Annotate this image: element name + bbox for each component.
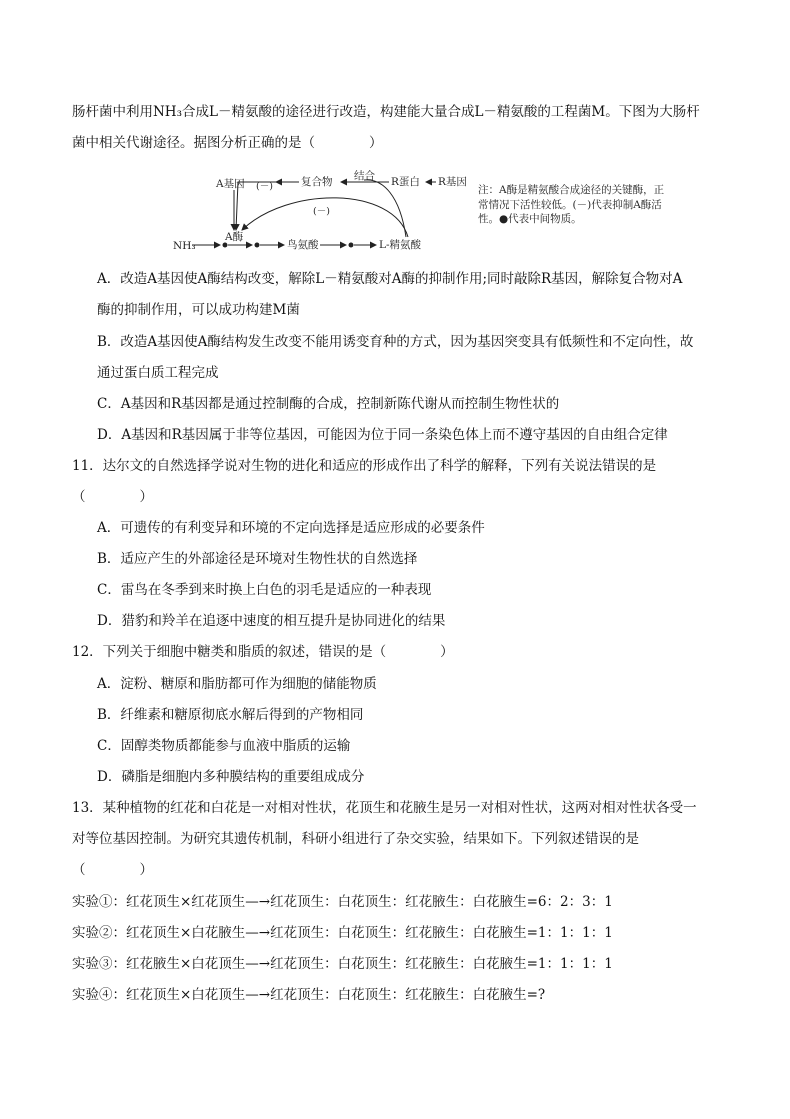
metabolic-pathway-diagram: [168, 166, 668, 261]
q10-stem-line1: 肠杆菌中利用NH₃合成L－精氨酸的途径进行改造，构建能大量合成L－精氨酸的工程菌M。下图为大肠杆: [72, 104, 700, 120]
q12-stem: 12．下列关于细胞中糖类和脂质的叙述，错误的是（ ）: [72, 644, 454, 660]
q11-stem: 11．达尔文的自然选择学说对生物的进化和适应的形成作出了科学的解释，下列有关说法错误的是: [72, 458, 657, 474]
nh3-label: NH₃: [173, 240, 196, 252]
q10-option-b-line1: B．改造A基因使A酶结构发生改变不能用诱变育种的方式，因为基因突变具有低频性和不定向性，故: [97, 334, 694, 350]
q10-option-a-line2: 酶的抑制作用，可以成功构建M菌: [97, 302, 300, 318]
diagram-note: 注：A酶是精氨酸合成途径的关键酶，正常情况下活性较低。(－)代表抑制A酶活性。●代表中间物质。: [478, 184, 665, 225]
inhibit-small-label: (－): [256, 181, 273, 192]
q13-stem-line2: 对等位基因控制。为研究其遗传机制，科研小组进行了杂交实验，结果如下。下列叙述错误的是: [72, 831, 639, 847]
q12-option-b: B．纤维素和糖原彻底水解后得到的产物相同: [97, 707, 364, 723]
q13-experiment-1: 实验①：红花顶生×红花顶生—→红花顶生：白花顶生：红花腋生：白花腋生=6：2：3：1: [72, 894, 613, 910]
q13-stem-line1: 13．某种植物的红花和白花是一对相对性状，花顶生和花腋生是另一对相对性状，这两对相对性状各受一: [72, 800, 697, 816]
q11-option-a: A．可遗传的有利变异和环境的不定向选择是适应形成的必要条件: [97, 520, 485, 536]
ornithine-label: 鸟氨酸: [287, 239, 319, 251]
q11-option-d: D．猎豹和羚羊在追逐中速度的相互提升是协同进化的结果: [97, 613, 446, 629]
a-enzyme-label: A酶: [225, 231, 244, 243]
pathway-svg: [168, 166, 478, 261]
complex-label: 复合物: [301, 176, 333, 188]
q13-experiment-3: 实验③：红花腋生×白花顶生—→红花顶生：白花顶生：红花腋生：白花腋生=1：1：1：1: [72, 956, 613, 972]
bind-label: 结合: [354, 170, 375, 182]
r-gene-label: R基因: [438, 176, 467, 188]
q13-answer-paren: （ ）: [72, 862, 153, 878]
q12-option-a: A．淀粉、糖原和脂肪都可作为细胞的储能物质: [97, 676, 377, 692]
q11-answer-paren: （ ）: [72, 489, 153, 505]
q11-option-c: C．雷鸟在冬季到来时换上白色的羽毛是适应的一种表现: [97, 582, 432, 598]
q10-stem-line2: 菌中相关代谢途径。据图分析正确的是（ ）: [72, 135, 383, 151]
q10-option-b-line2: 通过蛋白质工程完成: [97, 365, 219, 381]
q12-option-c: C．固醇类物质都能参与血液中脂质的运输: [97, 738, 351, 754]
a-gene-label: A基因: [216, 178, 245, 190]
q12-option-d: D．磷脂是细胞内多种膜结构的重要组成成分: [97, 769, 365, 785]
q10-option-a-line1: A．改造A基因使A酶结构改变，解除L－精氨酸对A酶的抑制作用;同时敲除R基因，解除复合物对A: [97, 271, 683, 287]
q10-option-d: D．A基因和R基因属于非等位基因，可能因为位于同一条染色体上而不遵守基因的自由组合定律: [97, 427, 668, 443]
q13-experiment-2: 实验②：红花顶生×白花腋生—→红花顶生：白花顶生：红花腋生：白花腋生=1：1：1：1: [72, 925, 613, 941]
inhibit-big-label: (－): [313, 206, 330, 217]
q10-option-c: C．A基因和R基因都是通过控制酶的合成，控制新陈代谢从而控制生物性状的: [97, 396, 560, 412]
q13-experiment-4: 实验④：红花顶生×白花顶生—→红花顶生：白花顶生：红花腋生：白花腋生=?: [72, 987, 546, 1003]
r-protein-label: R蛋白: [391, 176, 420, 188]
arginine-label: L-精氨酸: [379, 239, 422, 251]
q11-option-b: B．适应产生的外部途径是环境对生物性状的自然选择: [97, 551, 418, 567]
